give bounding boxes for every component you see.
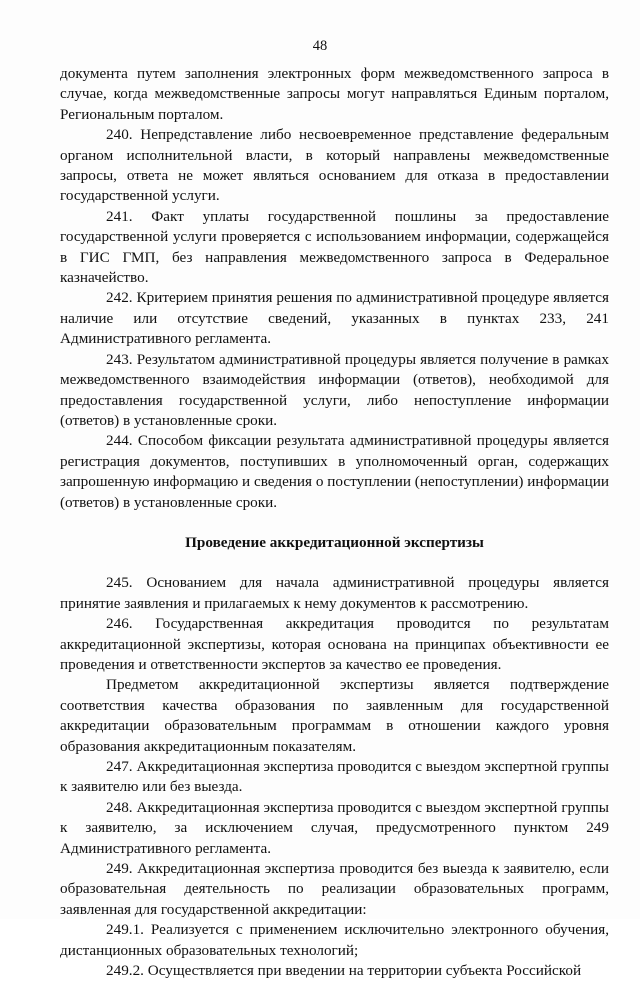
section-heading: Проведение аккредитационной экспертизы [185,533,484,551]
paragraph-249: 249. Аккредитационная экспертиза проводится без выезда к заявителю, если образовательная деятельность по реализации образовательных программ, заявленная для государственной аккредитации: [60,860,609,918]
paragraph-subject: Предметом аккредитационной экспертизы является подтверждение соответствия качества образования по заявленным для государственной аккредитации образовательным программам в отношении каждого уровня образования аккредитационным показателям. [60,676,609,755]
document-body [60,64,609,981]
paragraph-241: 241. Факт уплаты государственной пошлины за предоставление государственной услуги проверяется с использованием информации, содержащейся в ГИС ГМП, без направления межведомственного запроса в Федеральное казначейство. [60,207,609,287]
paragraph-243: 243. Результатом административной процедуры является получение в рамках межведомственного взаимодействия информации (ответов), необходимой для предоставления государственной услуги, либо непоступление информации (ответов) в установленные сроки. [60,350,609,429]
page-number: 48 [312,38,328,54]
paragraph-248: 248. Аккредитационная экспертиза проводится с выездом экспертной группы к заявителю, за исключением случая, предусмотренного пунктом 249 Административного регламента. [60,798,609,857]
paragraph-continuation: документа путем заполнения электронных форм межведомственного запроса в случае, когда межведомственные запросы могут направляться Единым порталом, Региональным порталом. [60,65,609,123]
paragraph-242: 242. Критерием принятия решения по административной процедуре является наличие или отсутствие сведений, указанных в пунктах 233, 241 Административного регламента. [60,289,609,348]
paragraph-244: 244. Способом фиксации результата административной процедуры является регистрация документов, поступивших в уполномоченный орган, содержащих запрошенную информацию и сведения о поступлении (непоступлении) информации (ответов) в установленные сроки. [60,432,609,511]
paragraph-249-2: 249.2. Осуществляется при введении на территории субъекта Российской [106,962,582,980]
paragraph-246: 246. Государственная аккредитация проводится по результатам аккредитационной экспертизы, которая основана на принципах объективности ее проведения и ответственности экспертов за качество ее проведения. [60,615,609,673]
paragraph-240: 240. Непредставление либо несвоевременное представление федеральным органом исполнительной власти, в который направлены межведомственные запросы, ответа не может являться основанием для отказа в предоставлении государственной услуги. [60,126,609,205]
paragraph-247: 247. Аккредитационная экспертиза проводится с выездом экспертной группы к заявителю или без выезда. [60,758,609,796]
paragraph-249-1: 249.1. Реализуется с применением исключительно электронного обучения, дистанционных образовательных технологий; [60,921,609,959]
paragraph-245: 245. Основанием для начала административной процедуры является принятие заявления и прилагаемых к нему документов к рассмотрению. [60,574,609,612]
